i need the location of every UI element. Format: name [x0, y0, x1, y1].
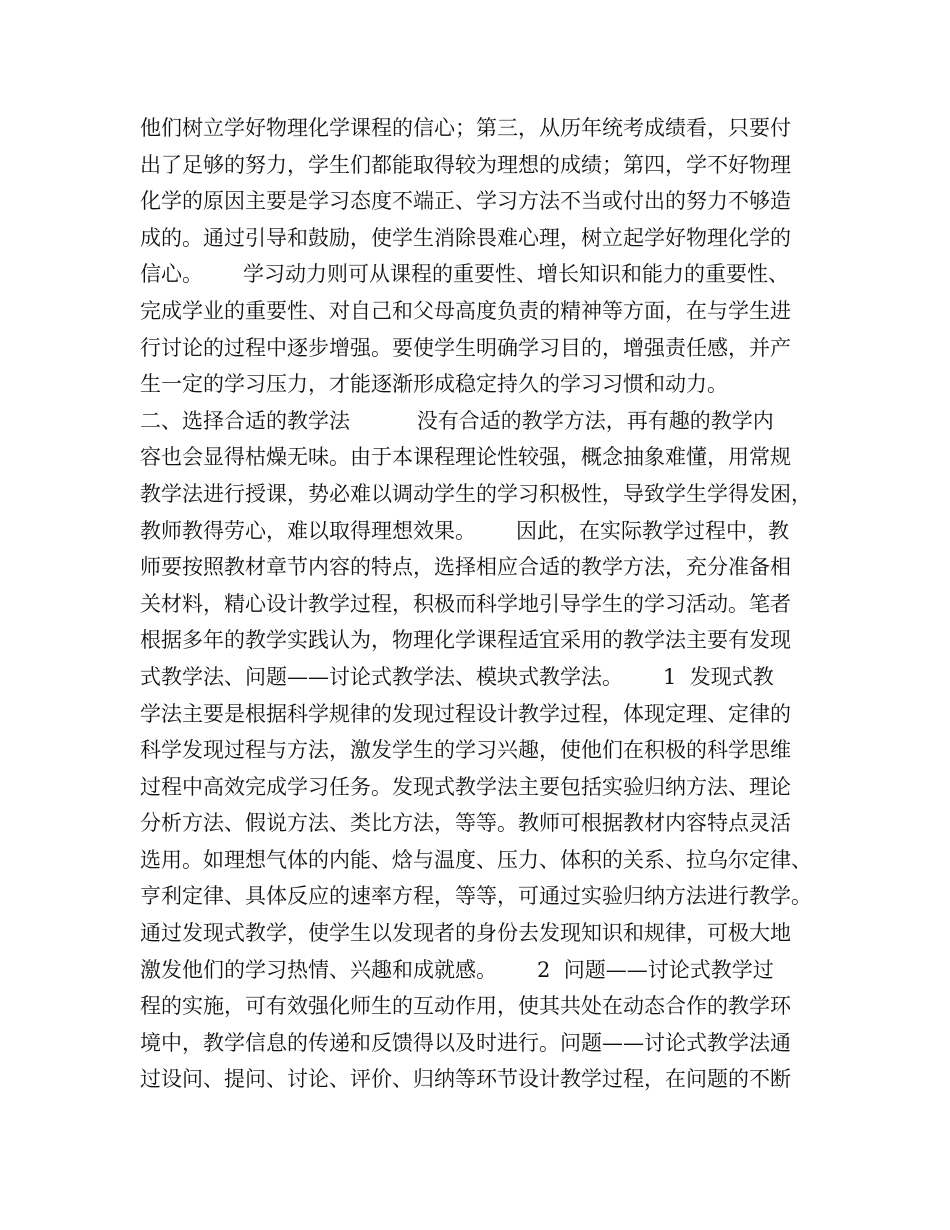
section-heading-line: 二、选择合适的教学法 没有合适的教学方法，再有趣的教学内 [140, 408, 774, 433]
text-line: 他们树立学好物理化学课程的信心；第三，从历年统考成绩看，只要付 [140, 116, 791, 140]
text-line: 式教学法、问题——讨论式教学法、模块式教学法。 1 发现式教 [140, 664, 774, 689]
text-line: 境中，教学信息的传递和反馈得以及时进行。问题——讨论式教学法通 [140, 1030, 791, 1055]
text-line: 根据多年的教学实践认为，物理化学课程适宜采用的教学法主要有发现 [140, 628, 791, 653]
text-line: 亨利定律、具体反应的速率方程，等等，可通过实验归纳方法进行教学。 [140, 884, 812, 909]
text-line: 成的。通过引导和鼓励，使学生消除畏难心理，树立起学好物理化学的 [140, 225, 791, 250]
text-line: 教师教得劳心，难以取得理想效果。 因此，在实际教学过程中，教 [140, 518, 790, 543]
text-line: 关材料，精心设计教学过程，积极而科学地引导学生的学习活动。笔者 [140, 591, 791, 616]
text-line: 容也会显得枯燥无味。由于本课程理论性较强，概念抽象难懂，用常规 [140, 445, 791, 470]
text-line: 出了足够的努力，学生们都能取得较为理想的成绩；第四，学不好物理 [140, 152, 791, 177]
text-line: 信心。 学习动力则可从课程的重要性、增长知识和能力的重要性、 [140, 262, 790, 287]
text-line: 分析方法、假说方法、类比方法，等等。教师可根据教材内容特点灵活 [140, 811, 791, 836]
body-text [140, 110, 820, 1098]
text-line: 程的实施，可有效强化师生的互动作用，使其共处在动态合作的教学环 [140, 994, 791, 1019]
text-line: 完成学业的重要性、对自己和父母高度负责的精神等方面，在与学生进 [140, 298, 791, 323]
text-line: 行讨论的过程中逐步增强。要使学生明确学习目的，增强责任感，并产 [140, 335, 791, 360]
text-line: 学法主要是根据科学规律的发现过程设计教学过程，体现定理、定律的 [140, 701, 791, 726]
text-line: 教学法进行授课，势必难以调动学生的学习积极性，导致学生学得发困， [140, 481, 812, 506]
text-line: 激发他们的学习热情、兴趣和成就感。 2 问题——讨论式教学过 [140, 957, 774, 982]
text-line: 过设问、提问、讨论、评价、归纳等环节设计教学过程，在问题的不断 [140, 1067, 791, 1092]
text-line: 师要按照教材章节内容的特点，选择相应合适的教学方法，充分准备相 [140, 555, 791, 580]
text-line: 化学的原因主要是学习态度不端正、学习方法不当或付出的努力不够造 [140, 189, 791, 214]
text-line: 选用。如理想气体的内能、焓与温度、压力、体积的关系、拉乌尔定律、 [140, 847, 812, 872]
text-line: 过程中高效完成学习任务。发现式教学法主要包括实验归纳方法、理论 [140, 774, 791, 799]
text-line: 生一定的学习压力，才能逐渐形成稳定持久的学习习惯和动力。 [140, 372, 728, 397]
text-line: 科学发现过程与方法，激发学生的学习兴趣，使他们在积极的科学思维 [140, 738, 791, 763]
text-line: 通过发现式教学，使学生以发现者的身份去发现知识和规律，可极大地 [140, 921, 791, 946]
